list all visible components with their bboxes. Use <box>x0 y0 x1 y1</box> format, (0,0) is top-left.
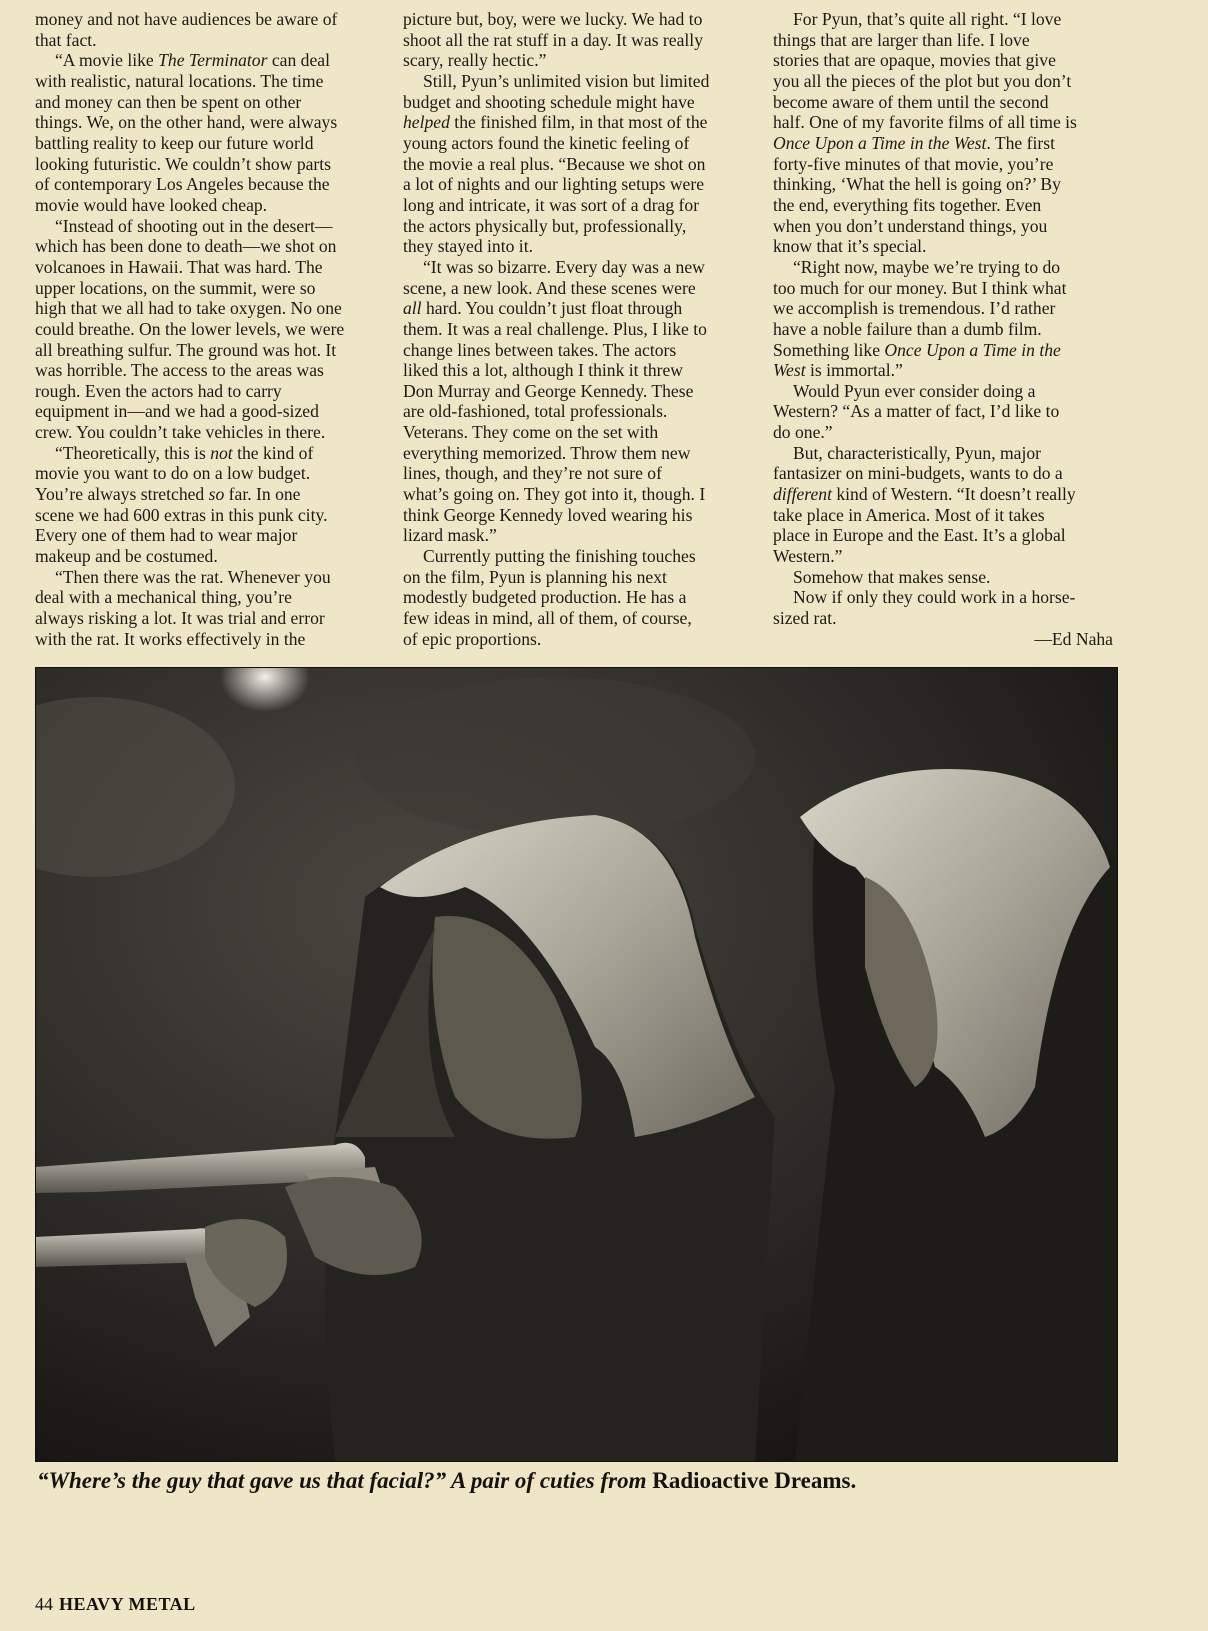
text-line <box>773 567 1113 588</box>
text-line <box>403 360 743 381</box>
text-line <box>35 9 370 30</box>
text-line <box>403 174 743 195</box>
text-line <box>35 422 370 443</box>
text-line <box>35 587 370 608</box>
text-line <box>35 340 370 361</box>
text-segment: place in Europe and the East. It’s a global <box>773 525 1066 546</box>
text-line <box>403 443 743 464</box>
text-line <box>403 133 743 154</box>
text-segment: “Instead of shooting out in the desert— <box>55 215 333 236</box>
text-segment: stories that are opaque, movies that give <box>773 50 1056 71</box>
text-segment: Something like <box>773 339 885 360</box>
text-line <box>403 629 743 650</box>
text-line <box>403 567 743 588</box>
text-line <box>773 50 1113 71</box>
text-line <box>773 9 1113 30</box>
text-segment: what’s going on. They got into it, though. I <box>403 484 706 505</box>
text-line <box>35 443 370 464</box>
text-line <box>35 484 370 505</box>
text-segment: when you don’t understand things, you <box>773 215 1048 236</box>
text-segment: scene we had 600 extras in this punk city. <box>35 504 328 525</box>
text-line <box>403 9 743 30</box>
text-segment: young actors found the kinetic feeling of <box>403 132 690 153</box>
text-line <box>35 381 370 402</box>
text-line <box>773 92 1113 113</box>
text-line <box>403 340 743 361</box>
text-line <box>773 30 1113 51</box>
photo-caption <box>37 1468 856 1494</box>
text-line <box>403 608 743 629</box>
text-segment: Western? “As a matter of fact, I’d like to <box>773 401 1060 422</box>
text-line <box>403 463 743 484</box>
text-line <box>403 30 743 51</box>
text-segment: of epic proportions. <box>403 628 542 649</box>
text-line <box>773 216 1113 237</box>
article-column-2 <box>403 9 743 649</box>
text-line <box>773 463 1113 484</box>
paragraph <box>773 587 1113 628</box>
text-line <box>773 340 1113 361</box>
page-number: 44 <box>35 1594 53 1614</box>
text-line <box>35 50 370 71</box>
text-line <box>403 381 743 402</box>
text-segment: modestly budgeted production. He has a <box>403 587 687 608</box>
italic-text: The Terminator <box>158 50 268 71</box>
text-line <box>773 401 1113 422</box>
text-line <box>403 154 743 175</box>
text-line <box>773 71 1113 92</box>
paragraph <box>773 443 1113 567</box>
text-segment: Somehow that makes sense. <box>793 566 991 587</box>
text-segment: budget and shooting schedule might have <box>403 91 695 112</box>
text-segment: the end, everything fits together. Even <box>773 194 1042 215</box>
paragraph <box>773 9 1113 257</box>
text-segment: all breathing sulfur. The ground was hot. It <box>35 339 337 360</box>
text-segment: fantasizer on mini-budgets, wants to do a <box>773 463 1063 484</box>
text-segment: they stayed into it. <box>403 236 533 257</box>
text-segment: “Theoretically, this is <box>55 442 211 463</box>
text-line <box>773 608 1113 629</box>
paragraph <box>403 71 743 257</box>
text-segment: everything memorized. Throw them new <box>403 442 691 463</box>
text-segment: do one.” <box>773 422 833 443</box>
text-line <box>773 422 1113 443</box>
text-line <box>773 587 1113 608</box>
text-segment: But, characteristically, Pyun, major <box>793 442 1042 463</box>
text-line <box>773 257 1113 278</box>
italic-text: Once Upon a Time in the West <box>773 132 987 153</box>
text-segment: volcanoes in Hawaii. That was hard. The <box>35 256 323 277</box>
text-segment: crew. You couldn’t take vehicles in there. <box>35 422 326 443</box>
text-segment: money and not have audiences be aware of <box>35 9 338 29</box>
author-byline: —Ed Naha <box>1034 628 1113 649</box>
text-line <box>403 50 743 71</box>
italic-text: so <box>208 484 225 505</box>
text-segment: that fact. <box>35 29 97 50</box>
text-segment: take place in America. Most of it takes <box>773 504 1045 525</box>
text-line <box>35 133 370 154</box>
text-segment: Still, Pyun’s unlimited vision but limited <box>423 70 710 91</box>
text-segment: For Pyun, that’s quite all right. “I love <box>793 9 1062 29</box>
text-line <box>403 546 743 567</box>
page-footer <box>35 1594 196 1615</box>
text-line <box>35 257 370 278</box>
text-segment: have a noble failure than a dumb film. <box>773 318 1042 339</box>
text-segment: is immortal.” <box>805 360 903 381</box>
text-segment: always risking a lot. It was trial and error <box>35 608 325 629</box>
text-line <box>35 30 370 51</box>
text-segment: know that it’s special. <box>773 236 927 257</box>
text-line <box>403 401 743 422</box>
text-segment: movie would have looked cheap. <box>35 194 268 215</box>
text-segment: Western.” <box>773 546 843 567</box>
text-line <box>35 401 370 422</box>
text-segment: Now if only they could work in a horse- <box>793 587 1076 608</box>
text-segment: far. In one <box>224 484 301 505</box>
paragraph <box>35 50 370 215</box>
text-line <box>773 381 1113 402</box>
text-line <box>773 195 1113 216</box>
text-segment: the finished film, in that most of the <box>449 112 708 133</box>
article-column-3 <box>773 9 1113 649</box>
text-line <box>403 525 743 546</box>
text-segment: which has been done to death—we shot on <box>35 236 337 257</box>
text-segment: looking futuristic. We couldn’t show parts <box>35 153 332 174</box>
text-line <box>35 608 370 629</box>
text-segment: deal with a mechanical thing, you’re <box>35 587 292 608</box>
text-segment: thinking, ‘What the hell is going on?’ By <box>773 174 1061 195</box>
text-line <box>35 525 370 546</box>
text-line <box>403 484 743 505</box>
text-segment: high that we all had to take oxygen. No one <box>35 298 342 319</box>
text-line <box>403 195 743 216</box>
text-line <box>35 546 370 567</box>
text-segment: and money can then be spent on other <box>35 91 302 112</box>
text-line <box>35 278 370 299</box>
text-line <box>773 298 1113 319</box>
text-line <box>773 236 1113 257</box>
text-line <box>773 278 1113 299</box>
paragraph <box>403 546 743 649</box>
text-line <box>403 422 743 443</box>
text-line <box>35 112 370 133</box>
text-segment: liked this a lot, although I think it threw <box>403 360 683 381</box>
text-segment: picture but, boy, were we lucky. We had to <box>403 9 703 29</box>
text-line <box>773 154 1113 175</box>
text-line <box>35 236 370 257</box>
text-segment: makeup and be costumed. <box>35 546 218 567</box>
text-line <box>35 71 370 92</box>
text-segment: the kind of <box>232 442 314 463</box>
text-segment: the actors physically but, professionally, <box>403 215 687 236</box>
text-line <box>403 587 743 608</box>
text-segment: rough. Even the actors had to carry <box>35 380 282 401</box>
text-line <box>773 133 1113 154</box>
text-segment: half. One of my favorite films of all time is <box>773 112 1077 133</box>
text-segment: lines, though, and they’re not sure of <box>403 463 662 484</box>
paragraph <box>35 9 370 50</box>
paragraph <box>403 9 743 71</box>
paragraph <box>35 216 370 443</box>
text-segment: “Right now, maybe we’re trying to do <box>793 256 1061 277</box>
italic-text: helped <box>403 112 450 133</box>
text-line <box>773 112 1113 133</box>
text-segment: with the rat. It works effectively in the <box>35 628 306 649</box>
text-line <box>403 298 743 319</box>
text-segment: think George Kennedy loved wearing his <box>403 504 693 525</box>
text-line <box>35 567 370 588</box>
text-line <box>403 112 743 133</box>
text-segment: upper locations, on the summit, were so <box>35 277 316 298</box>
text-segment: long and intricate, it was sort of a drag for <box>403 194 700 215</box>
paragraph <box>773 257 1113 381</box>
text-line <box>773 505 1113 526</box>
text-segment: too much for our money. But I think what <box>773 277 1067 298</box>
text-segment: Currently putting the finishing touches <box>423 546 696 567</box>
text-line <box>35 92 370 113</box>
text-line <box>773 443 1113 464</box>
caption-film-title: Radioactive Dreams. <box>652 1468 857 1493</box>
text-segment: Don Murray and George Kennedy. These <box>403 380 694 401</box>
text-line <box>773 525 1113 546</box>
text-segment: with realistic, natural locations. The time <box>35 70 324 91</box>
text-segment: a lot of nights and our lighting setups were <box>403 174 705 195</box>
text-line <box>403 278 743 299</box>
text-line <box>773 360 1113 381</box>
text-line <box>403 505 743 526</box>
text-segment: equipment in—and we had a good-sized <box>35 401 319 422</box>
caption-quote: “Where’s the guy that gave us that facial?” A pair of cuties from <box>37 1468 653 1493</box>
italic-text: West <box>773 360 806 381</box>
text-segment: are old-fashioned, total professionals. <box>403 401 668 422</box>
text-line <box>35 463 370 484</box>
text-segment: lizard mask.” <box>403 525 497 546</box>
text-segment: of contemporary Los Angeles because the <box>35 174 330 195</box>
text-segment: few ideas in mind, all of them, of course, <box>403 608 692 629</box>
text-line <box>403 257 743 278</box>
text-line <box>403 236 743 257</box>
text-line <box>35 629 370 650</box>
text-line <box>35 216 370 237</box>
text-segment: on the film, Pyun is planning his next <box>403 566 667 587</box>
text-segment: them. It was a real challenge. Plus, I like to <box>403 318 707 339</box>
text-line <box>773 174 1113 195</box>
paragraph <box>35 567 370 650</box>
italic-text: Once Upon a Time in the <box>884 339 1061 360</box>
text-segment: things. We, on the other hand, were always <box>35 112 338 133</box>
text-segment: You’re always stretched <box>35 484 209 505</box>
text-line <box>35 154 370 175</box>
text-line <box>773 546 1113 567</box>
text-segment: was horrible. The access to the areas was <box>35 360 324 381</box>
text-segment: scary, really hectic.” <box>403 50 547 71</box>
text-line <box>403 319 743 340</box>
text-segment: we accomplish is tremendous. I’d rather <box>773 298 1056 319</box>
text-segment: kind of Western. “It doesn’t really <box>831 484 1076 505</box>
text-segment: could breathe. On the lower levels, we were <box>35 318 345 339</box>
text-segment: Every one of them had to wear major <box>35 525 298 546</box>
text-line <box>35 195 370 216</box>
text-line <box>35 360 370 381</box>
text-segment: forty-five minutes of that movie, you’re <box>773 153 1054 174</box>
text-segment: . The first <box>986 132 1055 153</box>
text-segment: things that are larger than life. I love <box>773 29 1030 50</box>
text-segment: sized rat. <box>773 608 837 629</box>
hooded-figures-image <box>35 667 1118 1462</box>
text-line <box>403 71 743 92</box>
italic-text: not <box>210 442 233 463</box>
text-line <box>403 92 743 113</box>
text-segment: the movie a real plus. “Because we shot on <box>403 153 706 174</box>
text-line <box>35 174 370 195</box>
film-still-photo <box>35 667 1118 1462</box>
paragraph <box>35 443 370 567</box>
text-segment: change lines between takes. The actors <box>403 339 677 360</box>
text-line <box>403 216 743 237</box>
text-line <box>35 319 370 340</box>
paragraph <box>773 381 1113 443</box>
text-line <box>773 319 1113 340</box>
text-line <box>35 298 370 319</box>
text-segment: “A movie like <box>55 50 159 71</box>
paragraph <box>403 257 743 546</box>
text-segment: can deal <box>267 50 330 71</box>
text-segment: become aware of them until the second <box>773 91 1049 112</box>
text-segment: “Then there was the rat. Whenever you <box>55 566 331 587</box>
text-segment: Veterans. They come on the set with <box>403 422 659 443</box>
text-segment: you all the pieces of the plot but you don’t <box>773 70 1072 91</box>
text-segment: scene, a new look. And these scenes were <box>403 277 696 298</box>
text-segment: “It was so bizarre. Every day was a new <box>423 256 705 277</box>
text-segment: Would Pyun ever consider doing a <box>793 380 1036 401</box>
article-column-1 <box>35 9 370 649</box>
text-line <box>773 484 1113 505</box>
text-line <box>35 505 370 526</box>
text-segment: battling reality to keep our future world <box>35 132 314 153</box>
paragraph <box>773 567 1113 588</box>
italic-text: all <box>403 298 422 319</box>
text-segment: shoot all the rat stuff in a day. It was really <box>403 29 703 50</box>
italic-text: different <box>773 484 832 505</box>
magazine-name: HEAVY METAL <box>59 1594 196 1614</box>
text-segment: movie you want to do on a low budget. <box>35 463 311 484</box>
text-segment: hard. You couldn’t just float through <box>421 298 683 319</box>
